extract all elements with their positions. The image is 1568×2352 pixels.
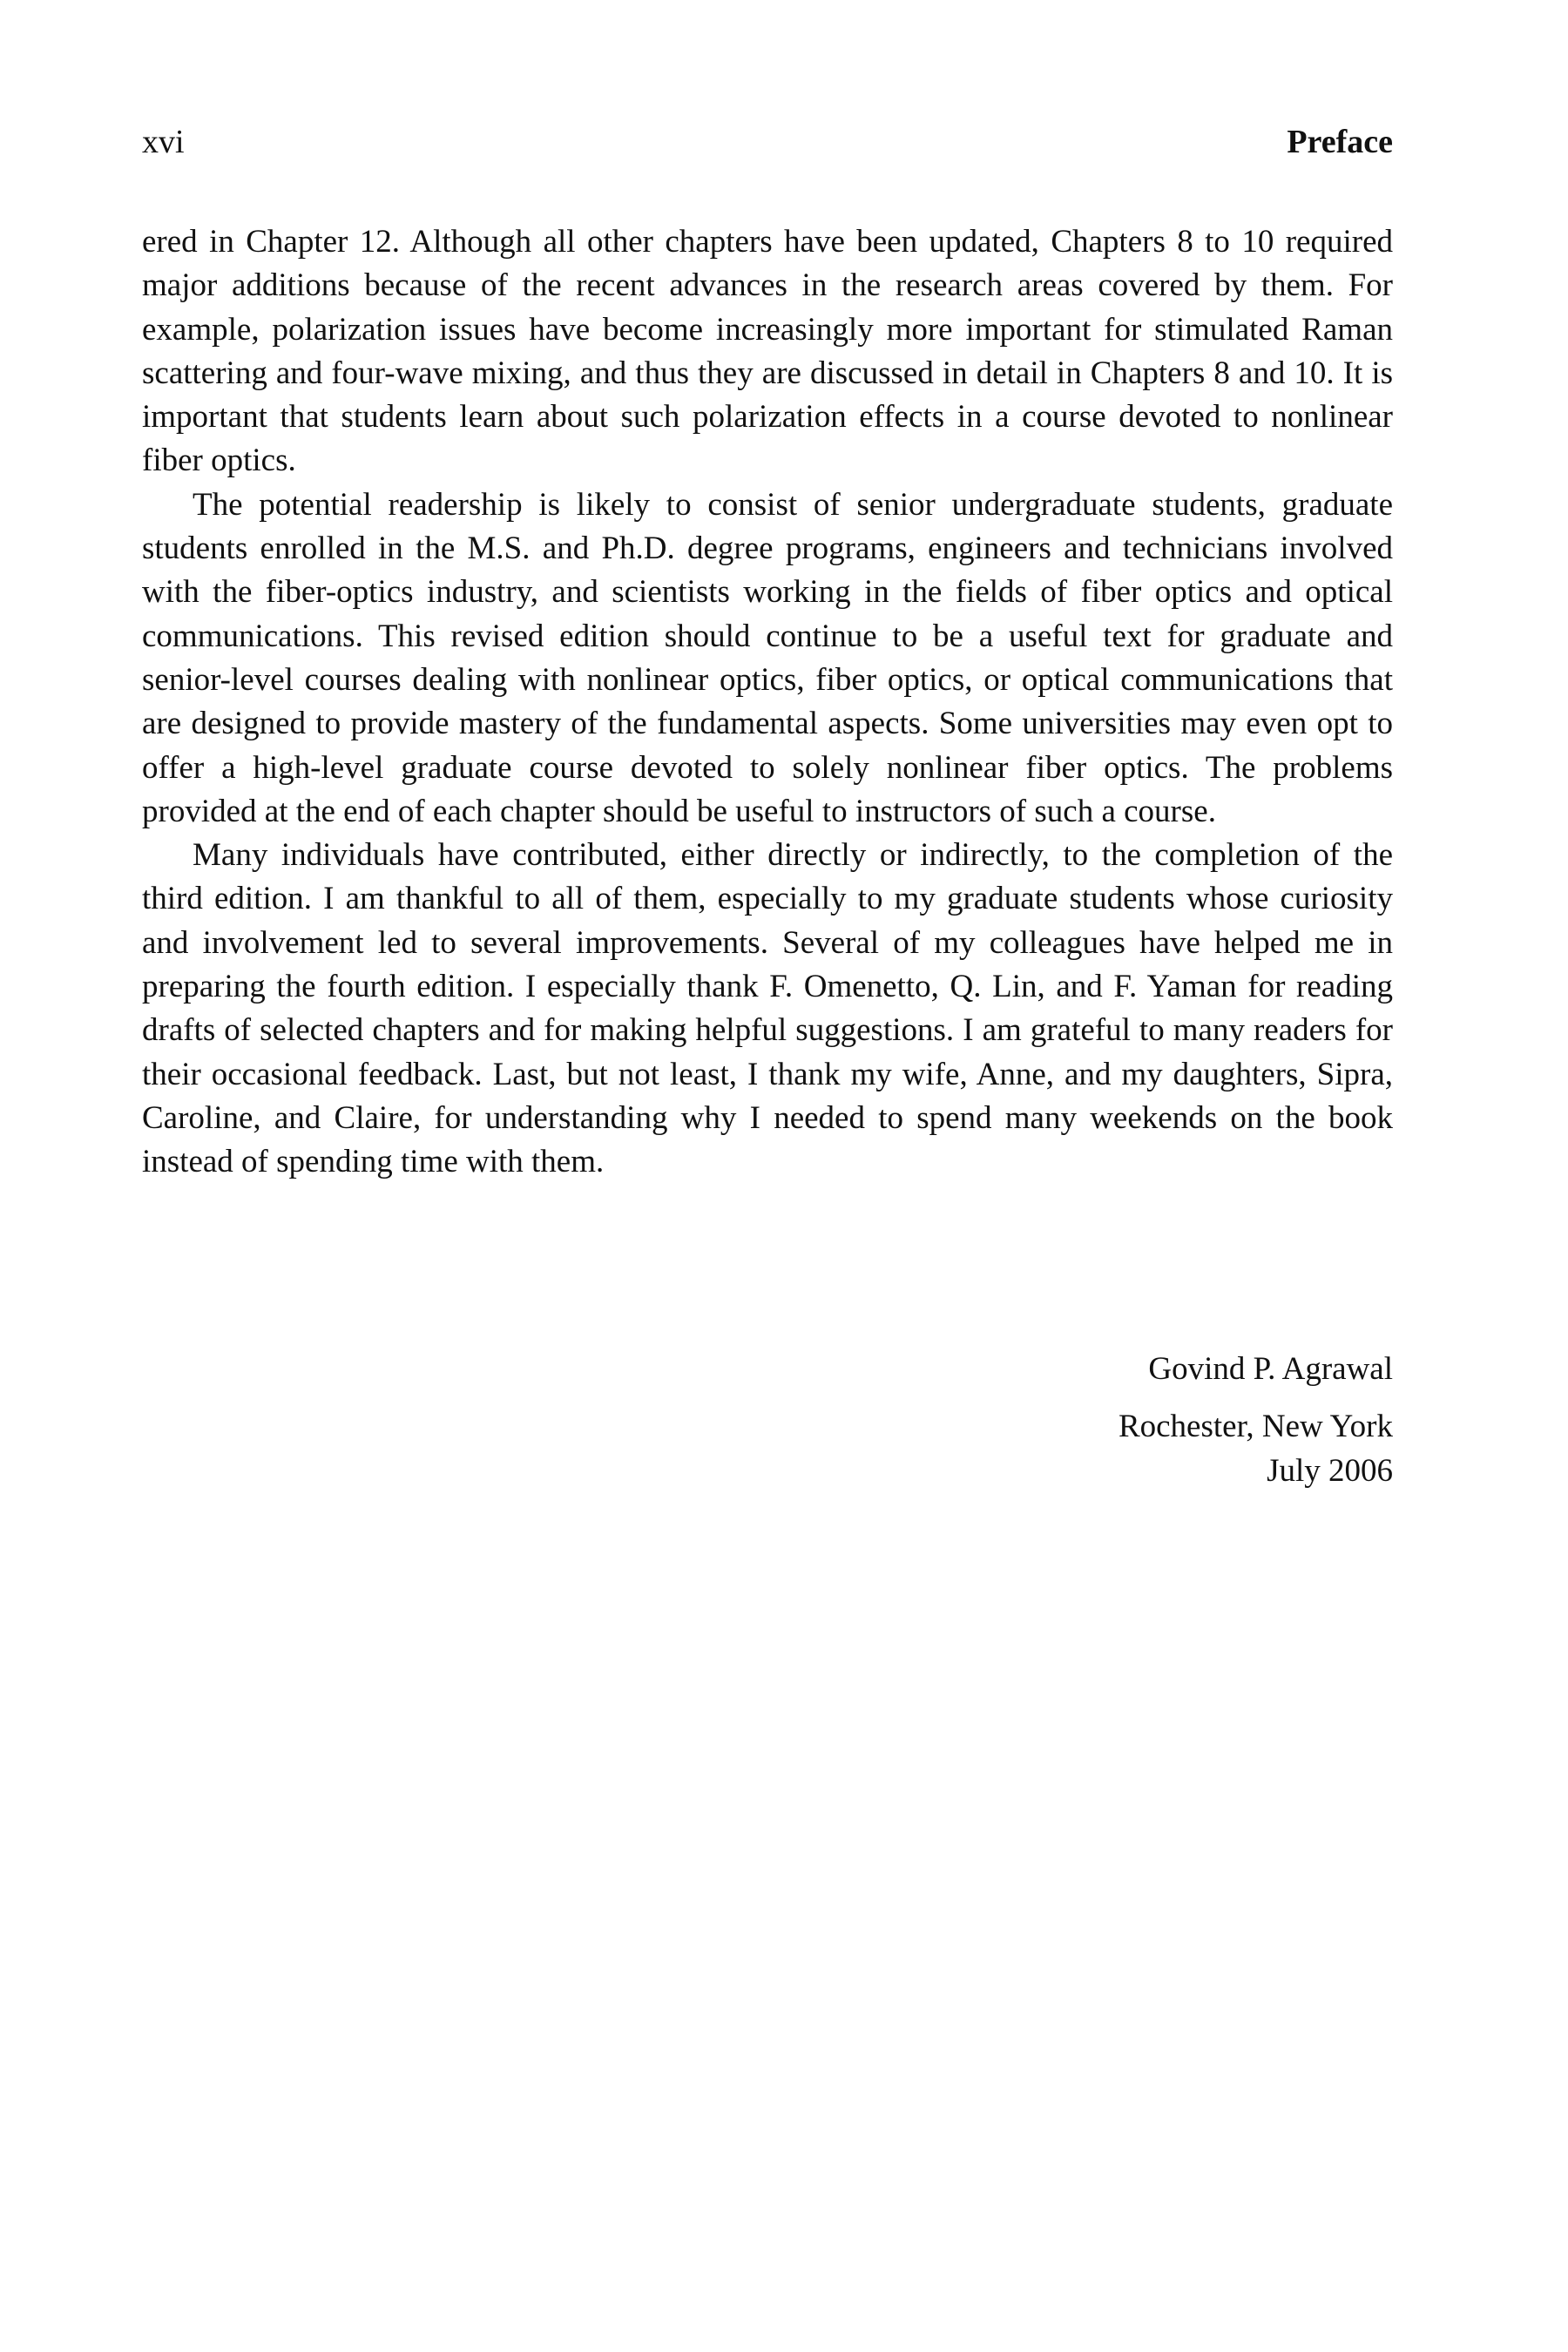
signature-location: Rochester, New York	[1118, 1409, 1393, 1445]
paragraph: The potential readership is likely to consist of senior undergraduate students, graduate students enrolled in the M.S. and Ph.D. degree programs, engineers and technicians involved with the fiber-optics industry, and scientists working in the fields of fiber optics and optical communications. This revised edition should continue to be a useful text for graduate and senior-level courses dealing with nonlinear optics, fiber optics, or optical communications that are designed to provide mastery of the fundamental aspects. Some universities may even opt to offer a high-level graduate course devoted to solely nonlinear fiber optics. The problems provided at the end of each chapter should be useful to instructors of such a course.	[142, 486, 1393, 829]
preface-body	[142, 220, 1393, 1185]
page-number: xvi	[142, 124, 185, 160]
signature-date: July 2006	[1267, 1452, 1393, 1489]
paragraph: Many individuals have contributed, either directly or indirectly, to the completion of the third edition. I am thankful to all of them, especially to my graduate students whose curiosity and involvement led to several improvements. Several of my colleagues have helped me in preparing the fourth edition. I especially thank F. Omenetto, Q. Lin, and F. Yaman for reading drafts of selected chapters and for making helpful suggestions. I am grateful to many readers for their occasional feedback. Last, but not least, I thank my wife, Anne, and my daughters, Sipra, Caroline, and Claire, for understanding why I needed to spend many weekends on the book instead of spending time with them.	[142, 837, 1393, 1180]
signature-block	[871, 1348, 1393, 1493]
paragraph: ered in Chapter 12. Although all other chapters have been updated, Chapters 8 to 10 required major additions because of the recent advances in the research areas covered by them. For example, polarization issues have become increasingly more important for stimulated Raman scattering and four-wave mixing, and thus they are discussed in detail in Chapters 8 and 10. It is important that students learn about such polarization effects in a course devoted to nonlinear fiber optics.	[142, 224, 1393, 479]
author-name: Govind P. Agrawal	[1148, 1351, 1393, 1387]
section-title: Preface	[1287, 124, 1393, 160]
running-head	[142, 120, 1393, 164]
